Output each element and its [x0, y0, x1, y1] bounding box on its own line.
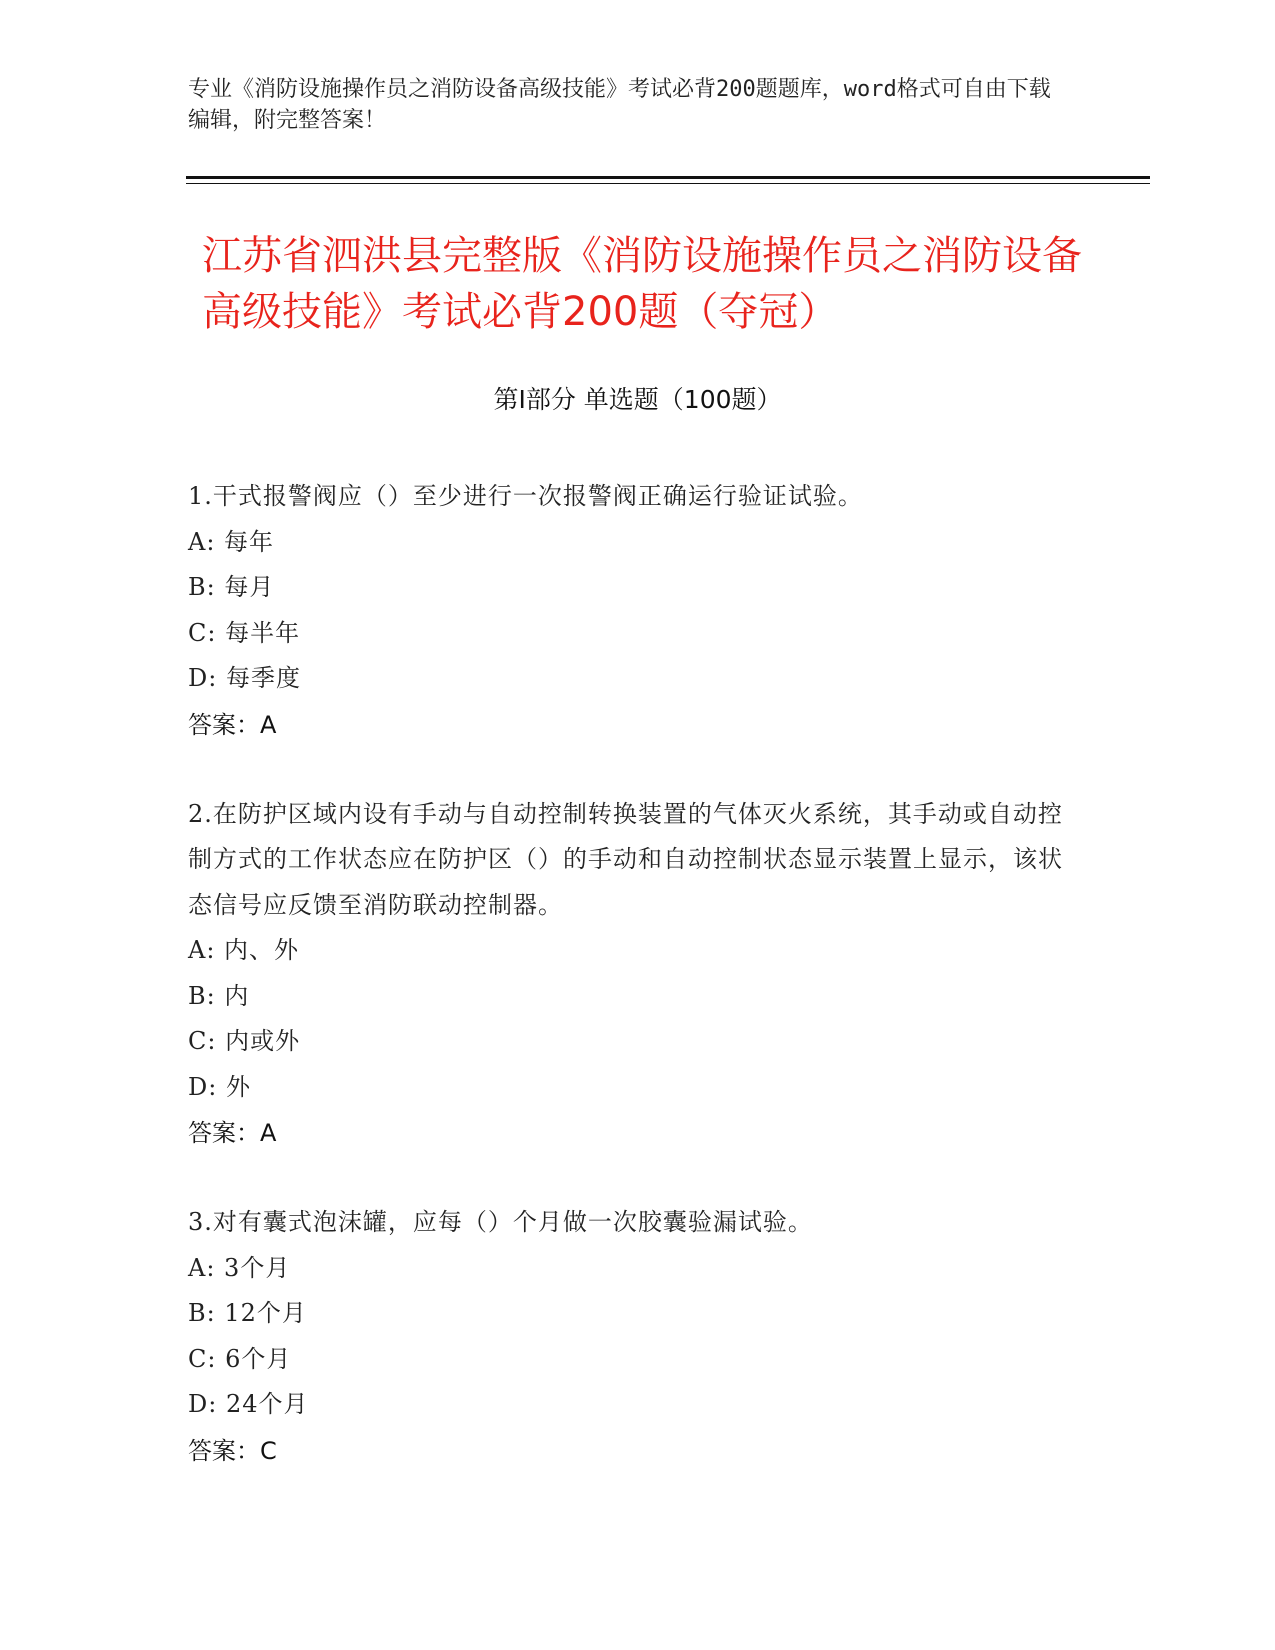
- option-a: A: 3个月: [188, 1253, 291, 1282]
- header-rule-thin: [186, 183, 1150, 184]
- option-c: C: 6个月: [188, 1344, 292, 1373]
- option-a: A: 每年: [188, 527, 275, 556]
- option-c: C: 每半年: [188, 618, 301, 647]
- question-item: [188, 474, 1068, 748]
- header-rule-thick: [186, 176, 1150, 179]
- question-text: 2.在防护区域内设有手动与自动控制转换装置的气体灭火系统，其手动或自动控制方式的工作状态应在防护区（）的手动和自动控制状态显示装置上显示，该状态信号应反馈至消防联动控制器。: [188, 799, 1063, 919]
- answer-text: 答案：C: [188, 1436, 277, 1465]
- question-text: 1.干式报警阀应（）至少进行一次报警阀正确运行验证试验。: [188, 482, 863, 510]
- question-item: [188, 792, 1068, 1157]
- option-b: B: 12个月: [188, 1299, 307, 1327]
- option-b: B: 每月: [188, 573, 275, 601]
- option-c: C: 内或外: [188, 1027, 301, 1055]
- option-a: A: 内、外: [188, 936, 300, 964]
- document-title: 江苏省泗洪县完整版《消防设施操作员之消防设备高级技能》考试必背200题（夺冠）: [202, 233, 1082, 335]
- option-d: D: 24个月: [188, 1390, 309, 1418]
- question-text: 3.对有囊式泡沫罐，应每（）个月做一次胶囊验漏试验。: [188, 1208, 813, 1236]
- answer-text: 答案：A: [188, 710, 277, 739]
- option-d: D: 每季度: [188, 664, 301, 692]
- answer-text: 答案：A: [188, 1119, 277, 1147]
- option-b: B: 内: [188, 981, 250, 1010]
- option-d: D: 外: [188, 1072, 251, 1101]
- section-heading: 第I部分 单选题（100题）: [493, 385, 782, 414]
- intro-text: 专业《消防设施操作员之消防设备高级技能》考试必背200题题库，word格式可自由下载编辑，附完整答案！: [188, 77, 1051, 133]
- question-item: [188, 1200, 1068, 1474]
- question-list: [188, 474, 1068, 1518]
